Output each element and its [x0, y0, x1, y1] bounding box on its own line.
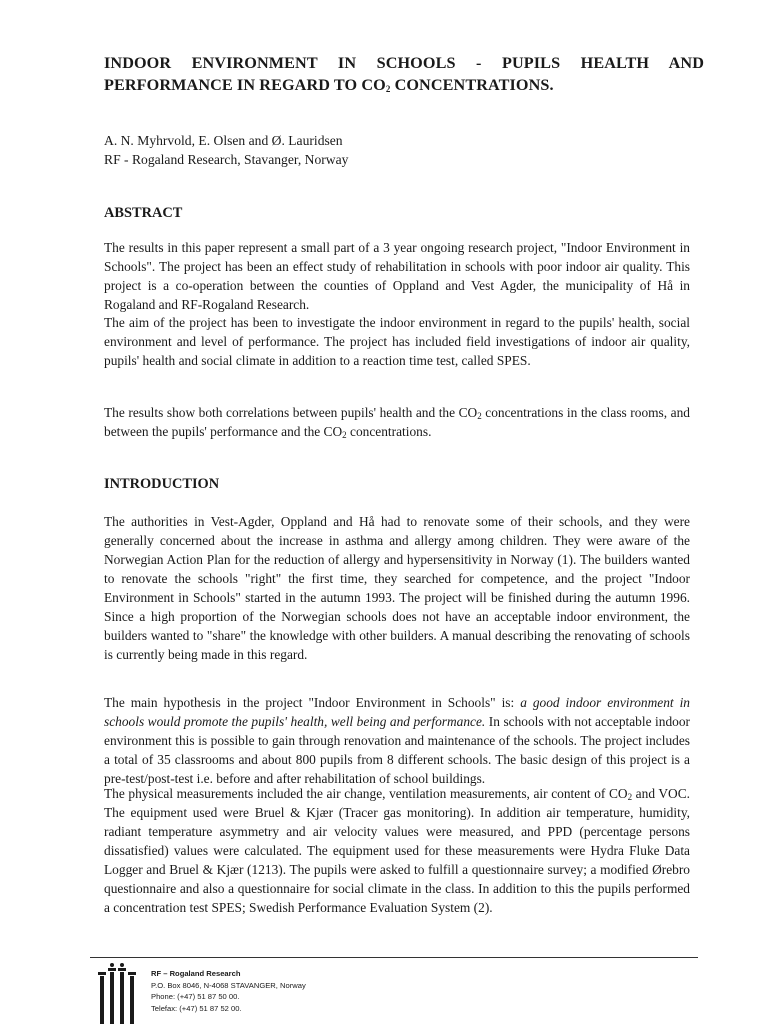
abstract-paragraph-2: The aim of the project has been to investigate the indoor environment in regard to the pupils' health, social environment and level of performance. The project has included field investigations of indoor air quality, pupils' health and social climate in addition to a reaction time test, called SPES.: [104, 315, 690, 368]
footer-divider: [90, 957, 698, 958]
author-block: [104, 131, 348, 169]
co2-subscript: 2: [477, 411, 482, 421]
abstract-p3-text: concentrations in the class rooms, and between the pupils' performance and the CO: [104, 405, 690, 439]
title-text: INDOOR ENVIRONMENT IN SCHOOLS - PUPILS HEALTH AND PERFORMANCE IN REGARD TO CO: [104, 54, 704, 94]
hypothesis-emphasis: a good indoor environment in schools would promote the pupils' health, well being and performance.: [104, 695, 690, 729]
abstract-p3-text: The results show both correlations between pupils' health and the CO: [104, 405, 478, 420]
footer-org: RF – Rogaland Research: [151, 969, 241, 978]
footer-phone: Phone: (+47) 51 87 50 00.: [151, 992, 240, 1001]
introduction-heading: INTRODUCTION: [104, 476, 220, 492]
abstract-paragraph-1: The results in this paper represent a small part of a 3 year ongoing research project, "Indoor Environment in Schools". The project has been an effect study of rehabilitation in schools with poor indoor air quality. This project is a co-operation between the counties of Oppland and Vest Agder, the municipality of Hå in Rogaland and RF-Rogaland Research.: [104, 240, 690, 312]
introduction-paragraph-3: [104, 784, 690, 917]
introduction-paragraph-2: [104, 693, 690, 788]
footer-address: [151, 968, 306, 1014]
intro-p3-text: The physical measurements included the air change, ventilation measurements, air content of CO: [104, 786, 628, 801]
paper-title: [104, 52, 704, 96]
co2-subscript: 2: [342, 430, 347, 440]
abstract-heading: ABSTRACT: [104, 205, 183, 221]
author-names: A. N. Myhrvold, E. Olsen and Ø. Lauridsen: [104, 133, 343, 148]
author-affiliation: RF - Rogaland Research, Stavanger, Norway: [104, 152, 349, 167]
introduction-paragraph-1: The authorities in Vest-Agder, Oppland and Hå had to renovate some of their schools, and they were generally concerned about the increase in asthma and allergy among children. They were aware of the Norwegian Action Plan for the reduction of allergy and hypersensitivity in Norway (1). The builders wanted to renovate the schools "right" the first time, they searched for competence, and the project "Indoor Environment in Schools" started in the autumn 1993. The project will be finished during the autumn 1996. Since a high proportion of the Norwegian schools does not have an acceptable indoor environment, the builders wanted to "share" the knowledge with other builders. A manual describing the renovating of schools is currently being made in this regard.: [104, 514, 690, 662]
intro-p2-text: In schools with not acceptable indoor environment this is possible to gain through renovation and maintenance of the schools. The project includes a total of 35 classrooms and about 800 pupils from 8 different schools. The basic design of this project is a pre-test/post-test i.e. before and after rehabilitation of school buildings.: [104, 714, 690, 786]
title-text-end: CONCENTRATIONS.: [390, 76, 554, 94]
intro-p2-text: The main hypothesis in the project "Indoor Environment in Schools" is:: [104, 695, 521, 710]
intro-p3-text: and VOC. The equipment used were Bruel & Kjær (Tracer gas monitoring). In addition air temperature, humidity, radiant temperature asymmetry and air velocity values were measured, and PPD (percentage persons dissatisfied) values were calculated. The equipment used for these measurements were Hydra Fluke Data Logger and Bruel & Kjær (1213). The pupils were asked to fulfill a questionnaire survey; a modified Ørebro questionnaire and also a questionnaire for social climate in the class. In addition to this the pupils performed a concentration test SPES; Swedish Performance Evaluation System (2).: [104, 786, 690, 915]
title-subscript: 2: [385, 84, 391, 94]
footer-telefax: Telefax: (+47) 51 87 52 00.: [151, 1003, 242, 1013]
abstract-p3-text: concentrations.: [346, 424, 432, 439]
co2-subscript: 2: [627, 792, 633, 802]
abstract-paragraph-3: [104, 403, 690, 441]
rf-logo-icon: [98, 962, 138, 1024]
footer-address-line: P.O. Box 8046, N-4068 STAVANGER, Norway: [151, 980, 306, 990]
